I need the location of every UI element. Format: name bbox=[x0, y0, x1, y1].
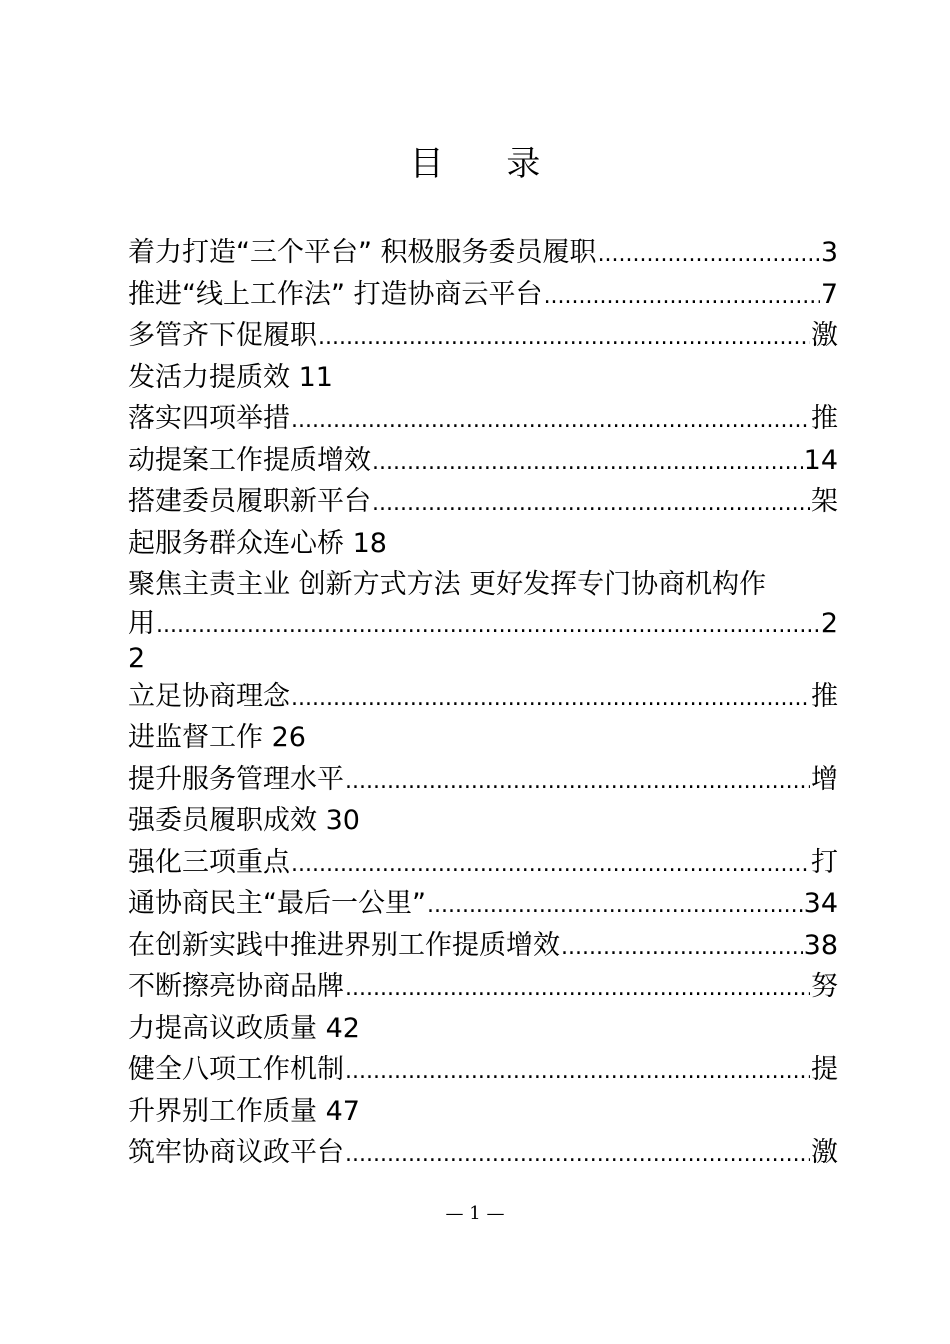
toc-line bbox=[128, 676, 838, 718]
toc-dot-leader bbox=[544, 274, 820, 318]
toc-line-text: 用 bbox=[128, 607, 155, 639]
toc-line-end: 14 bbox=[803, 444, 838, 476]
toc-line-text: 提升服务管理水平 bbox=[128, 763, 344, 795]
toc-line-text: 通协商民主“最后一公里” bbox=[128, 888, 426, 919]
toc-line bbox=[128, 759, 838, 801]
toc-line bbox=[128, 315, 838, 357]
toc-line bbox=[128, 398, 838, 440]
toc-line-text: 搭建委员履职新平台 bbox=[128, 486, 371, 517]
toc-dot-leader bbox=[291, 398, 810, 442]
toc-line bbox=[128, 1091, 838, 1133]
toc-line bbox=[128, 717, 838, 759]
toc-line-text: 多管齐下促履职 bbox=[128, 320, 317, 351]
toc-dot-leader bbox=[318, 315, 810, 359]
toc-line bbox=[128, 440, 838, 482]
toc-line-text: 进监督工作 26 bbox=[128, 722, 306, 753]
toc-dot-leader bbox=[345, 759, 810, 803]
toc-dot-leader bbox=[345, 966, 810, 1010]
toc-line bbox=[128, 606, 838, 641]
toc-line-end: 激 bbox=[811, 1137, 838, 1168]
page-number: — 1 — bbox=[445, 1203, 505, 1224]
toc-line-text: 起服务群众连心桥 18 bbox=[128, 527, 387, 559]
toc-dot-leader bbox=[598, 232, 820, 276]
toc-line-text: 健全八项工作机制 bbox=[128, 1054, 344, 1085]
toc-line-end: 努 bbox=[811, 971, 838, 1002]
toc-dot-leader bbox=[427, 883, 803, 927]
toc-line bbox=[128, 883, 838, 925]
toc-line-end: 提 bbox=[811, 1054, 838, 1085]
toc-line bbox=[128, 523, 838, 565]
toc-dot-leader bbox=[372, 440, 803, 484]
toc-line bbox=[128, 641, 838, 676]
toc-line-end: 38 bbox=[803, 929, 838, 961]
toc-line-text: 筑牢协商议政平台 bbox=[128, 1137, 344, 1168]
toc-dot-leader bbox=[156, 606, 820, 643]
toc-line bbox=[128, 564, 838, 606]
toc-line-end: 增 bbox=[811, 763, 838, 795]
toc-dot-leader bbox=[372, 481, 810, 525]
toc-dot-leader bbox=[561, 925, 803, 969]
toc-line-text: 力提高议政质量 42 bbox=[128, 1012, 360, 1044]
toc-line bbox=[128, 357, 838, 399]
toc-line bbox=[128, 481, 838, 523]
toc-line-end: 7 bbox=[820, 278, 838, 310]
toc-line bbox=[128, 1049, 838, 1091]
toc-line-text: 在创新实践中推进界别工作提质增效 bbox=[128, 929, 560, 961]
toc-line-text: 立足协商理念 bbox=[128, 680, 290, 712]
toc-line bbox=[128, 800, 838, 842]
toc-line bbox=[128, 1008, 838, 1050]
toc-dot-leader bbox=[345, 1132, 810, 1176]
toc-line bbox=[128, 966, 838, 1008]
page-title: 目 录 bbox=[409, 144, 567, 184]
toc-dot-leader bbox=[291, 842, 810, 886]
toc-line bbox=[128, 232, 838, 274]
toc-line-end: 激 bbox=[811, 320, 838, 351]
toc-line-end: 3 bbox=[820, 237, 838, 268]
toc-line bbox=[128, 1132, 838, 1174]
toc-line-end: 2 bbox=[820, 607, 838, 639]
toc-line-text: 升界别工作质量 47 bbox=[128, 1095, 360, 1127]
toc-line-end: 34 bbox=[803, 888, 838, 919]
toc-dot-leader bbox=[291, 676, 810, 720]
toc-line-text: 动提案工作提质增效 bbox=[128, 444, 371, 476]
toc-line-end: 架 bbox=[811, 486, 838, 517]
toc-line-end: 推 bbox=[811, 680, 838, 712]
toc-line-text: 强化三项重点 bbox=[128, 846, 290, 878]
toc-line-end: 推 bbox=[811, 403, 838, 434]
toc-line-text: 发活力提质效 11 bbox=[128, 361, 333, 393]
toc-line bbox=[128, 842, 838, 884]
toc-line-text: 聚焦主责主业 创新方式方法 更好发挥专门协商机构作 bbox=[128, 569, 767, 600]
toc-line-text: 着力打造“三个平台” 积极服务委员履职 bbox=[128, 237, 597, 268]
toc-line-end: 打 bbox=[811, 846, 838, 878]
toc-line bbox=[128, 274, 838, 316]
toc-line bbox=[128, 925, 838, 967]
table-of-contents bbox=[128, 232, 838, 1174]
toc-line-text: 强委员履职成效 30 bbox=[128, 805, 360, 836]
toc-dot-leader bbox=[345, 1049, 810, 1093]
toc-line-text: 推进“线上工作法” 打造协商云平台 bbox=[128, 278, 543, 310]
toc-line-text: 2 bbox=[128, 642, 146, 674]
toc-line-text: 落实四项举措 bbox=[128, 403, 290, 434]
toc-line-text: 不断擦亮协商品牌 bbox=[128, 971, 344, 1002]
